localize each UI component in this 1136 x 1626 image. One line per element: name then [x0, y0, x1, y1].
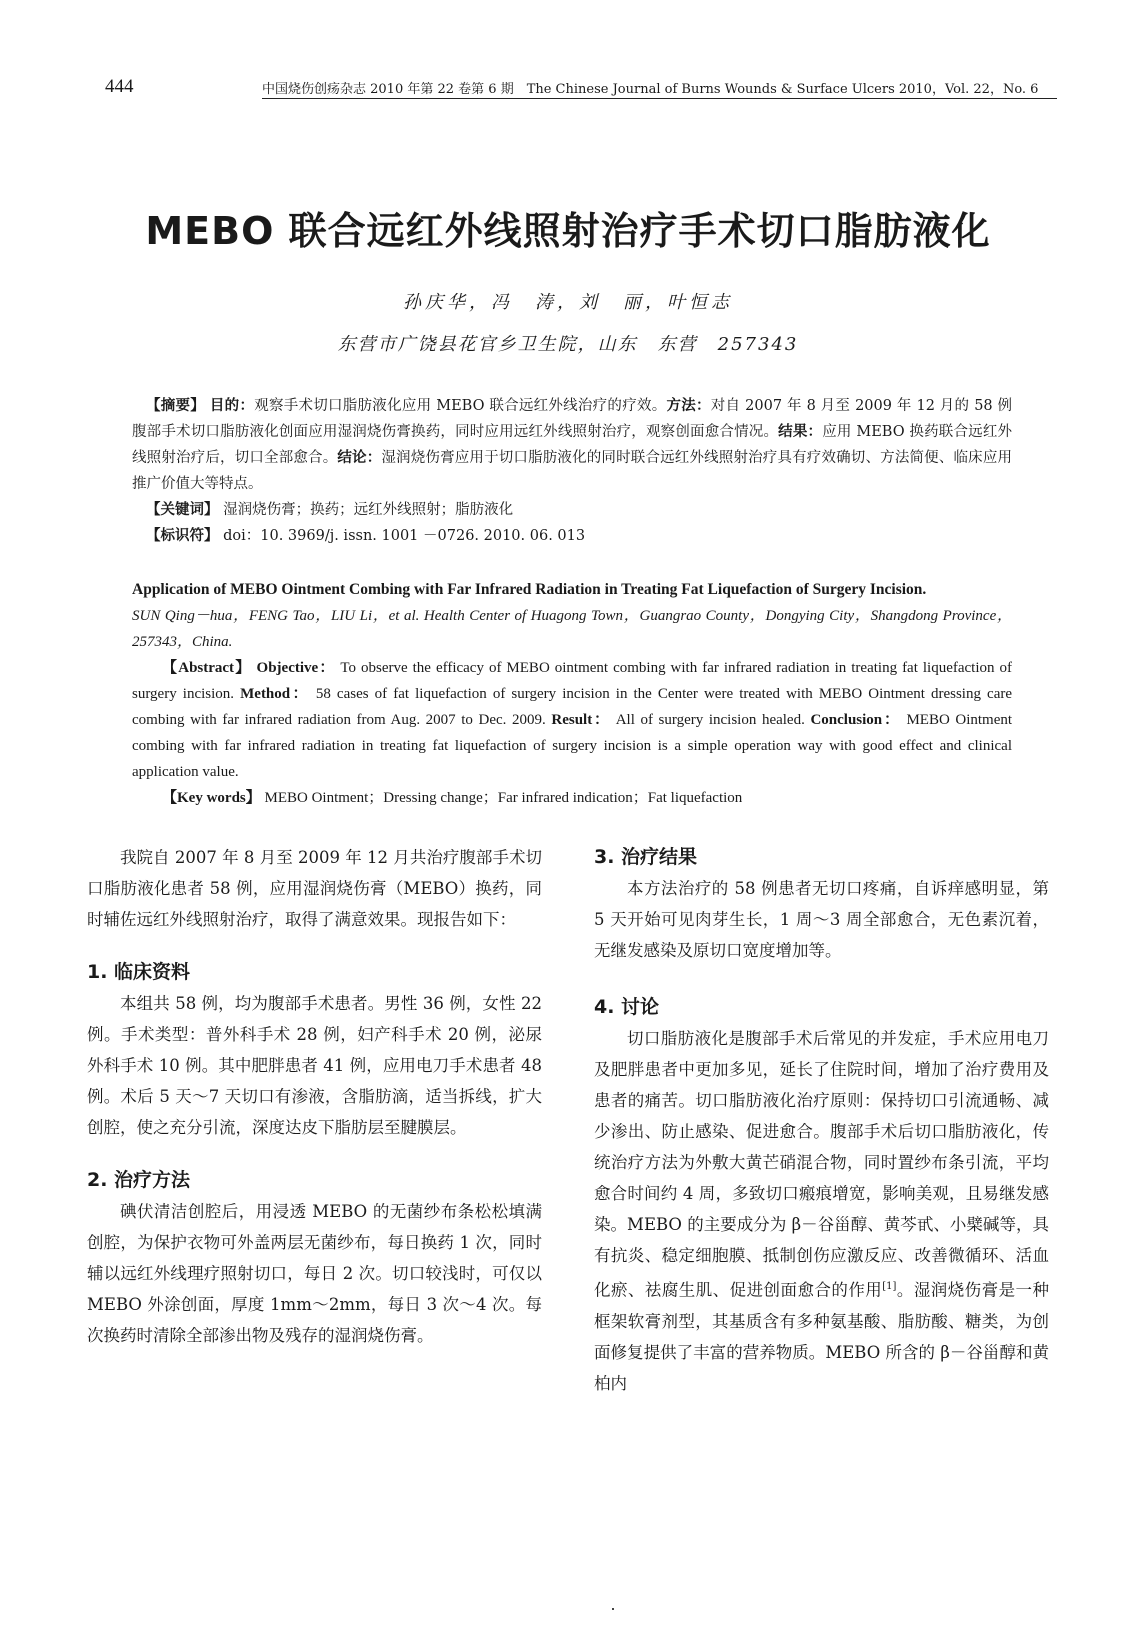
section-2-text: 碘伏清洁创腔后，用浸透 MEBO 的无菌纱布条松松填满创腔，为保护衣物可外盖两层无菌纱布，每日换药 1 次，同时辅以远红外线理疗照射切口，每日 2 次。切口较浅时，可仅以 MEBO 外涂创面，厚度 1mm～2mm，每日 3 次～4 次。每次换药时清除全部渗出物及残存的湿润烧伤膏。: [87, 1202, 542, 1345]
chinese-abstract: [132, 393, 1012, 549]
english-abstract-paragraph: [132, 655, 1012, 785]
en-result-label: Result：: [551, 712, 611, 728]
cn-conclusion-text: 湿润烧伤膏应用于切口脂肪液化的同时联合远红外线照射治疗具有疗效确切、方法简便、临床应用推广价值大等特点。: [132, 450, 1013, 492]
english-abstract: [132, 577, 1012, 811]
en-method-text: 58 cases of fat liquefaction of surgery incision in the Center were treated with MEBO Ointment dressing care combing with far infrared radiation from Aug. 2007 to Dec. 2009.: [132, 686, 1013, 728]
cn-method-label: 方法：: [666, 397, 711, 414]
cn-result-text: 应用 MEBO 换药联合远红外线照射治疗后，切口全部愈合。: [132, 424, 1013, 466]
cn-conclusion-label: 结论：: [337, 449, 382, 466]
section-4-text: [594, 1023, 1049, 1399]
running-header: 中国烧伤创疡杂志 2010 年第 22 卷第 6 期 The Chinese Journal of Burns Wounds & Surface Ulcers 2010，Vol. 22，No. 6: [262, 82, 1039, 97]
section-4-heading: 4. 讨论: [594, 996, 660, 1018]
article-title: MEBO 联合远红外线照射治疗手术切口脂肪液化: [145, 209, 991, 253]
section-4-text-a: 切口脂肪液化是腹部手术后常见的并发症，手术应用电刀及肥胖患者中更加多见，延长了住院时间，增加了治疗费用及患者的痛苦。切口脂肪液化治疗原则：保持切口引流通畅、减少渗出、防止感染、促进愈合。腹部手术后切口脂肪液化，传统治疗方法为外敷大黄芒硝混合物，同时置纱布条引流，平均愈合时间约 4 周，多致切口瘢痕增宽，影响美观，且易继发感染。MEBO 的主要成分为 β－谷甾醇、黄芩甙、小檗碱等，具有抗炎、稳定细胞膜、抵制创伤应激反应、改善微循环、活血化瘀、祛腐生肌、促进创面愈合的作用: [594, 1029, 1049, 1300]
cn-objective-text: 观察手术切口脂肪液化应用 MEBO 联合远红外线治疗的疗效。: [254, 398, 667, 414]
body-right-column: [594, 842, 1049, 1399]
page-mark: [612, 1608, 614, 1610]
section-4-text-b: 。湿润烧伤膏是一种框架软膏剂型，其基质含有多种氨基酸、脂肪酸、糖类，为创面修复提供了丰富的营养物质。MEBO 所含的 β－谷甾醇和黄柏内: [594, 1280, 1050, 1393]
doi-text: doi：10. 3969/j. issn. 1001 －0726. 2010. 06. 013: [223, 528, 586, 544]
en-objective-text: To observe the efficacy of MEBO ointment combing with far infrared radiation in treating fat liquefaction of surgery incision.: [132, 660, 1012, 702]
section-3-text: 本方法治疗的 58 例患者无切口疼痛，自诉痒感明显，第 5 天开始可见肉芽生长，1 周～3 周全部愈合，无色素沉着，无继发感染及原切口宽度增加等。: [594, 879, 1049, 960]
page-number: 444: [105, 76, 134, 97]
cn-abstract-paragraph: [132, 393, 1012, 497]
en-keywords-label: 【Key words】: [162, 790, 261, 806]
english-abstract-body: [132, 655, 1012, 811]
cn-objective-label: 目的：: [209, 397, 255, 414]
section-1-heading: 1. 临床资料: [87, 961, 191, 983]
intro-paragraph: 我院自 2007 年 8 月至 2009 年 12 月共治疗腹部手术切口脂肪液化患者 58 例，应用湿润烧伤膏（MEBO）换药，同时辅佐远红外线照射治疗，取得了满意效果。现报告如下：: [87, 848, 542, 929]
body-left-column: [87, 842, 542, 1351]
cn-doi-label: 【标识符】: [146, 527, 219, 544]
cn-abstract-label: 【摘要】: [146, 397, 206, 414]
english-title: Application of MEBO Ointment Combing with Far Infrared Radiation in Treating Fat Liquefaction of Surgery Incision.: [132, 581, 927, 598]
authors: 孙庆华，冯 涛，刘 丽，叶恒志: [403, 292, 733, 313]
cn-keywords-label: 【关键词】: [146, 501, 219, 518]
header-divider: [262, 98, 1057, 99]
section-1-text: 本组共 58 例，均为腹部手术患者。男性 36 例，女性 22 例。手术类型：普外科手术 28 例，妇产科手术 20 例，泌尿外科手术 10 例。其中肥胖患者 41 例，应用电刀手术患者 48 例。术后 5 天～7 天切口有渗液，含脂肪滴，适当拆线，扩大创腔，使之充分引流，深度达皮下脂肪层至腱膜层。: [87, 994, 542, 1137]
cn-method-text: 对自 2007 年 8 月至 2009 年 12 月的 58 例腹部手术切口脂肪液化创面应用湿润烧伤膏换药，同时应用远红外线照射治疗，观察创面愈合情况。: [132, 398, 1013, 440]
en-result-text: All of surgery incision healed.: [615, 712, 805, 728]
section-2-heading: 2. 治疗方法: [87, 1169, 191, 1191]
reference-marker: [1]: [882, 1281, 897, 1292]
cn-doi: [132, 523, 1012, 549]
english-authors: SUN Qing－hua，FENG Tao，LIU Li，et al. Health Center of Huagong Town，Guangrao County，Dongying City，Shangdong Province，257343，China.: [132, 608, 1012, 650]
en-objective-label: Objective：: [256, 660, 336, 676]
en-keywords-text: MEBO Ointment；Dressing change；Far infrared indication；Fat liquefaction: [264, 790, 743, 806]
section-3-heading: 3. 治疗结果: [594, 846, 698, 868]
en-conclusion-label: Conclusion：: [810, 712, 901, 728]
affiliation: 东营市广饶县花官乡卫生院，山东 东营 257343: [337, 334, 799, 355]
en-keywords: [132, 785, 1012, 811]
cn-keywords: [132, 497, 1012, 523]
en-abstract-label: 【Abstract】: [162, 660, 252, 676]
cn-result-label: 结果：: [778, 423, 823, 440]
en-conclusion-text: MEBO Ointment combing with far infrared radiation in treating fat liquefaction of surgery incision is a simple operation way with good effect and clinical application value.: [132, 712, 1013, 780]
cn-keywords-text: 湿润烧伤膏；换药；远红外线照射；脂肪液化: [223, 502, 514, 518]
en-method-label: Method：: [240, 686, 310, 702]
